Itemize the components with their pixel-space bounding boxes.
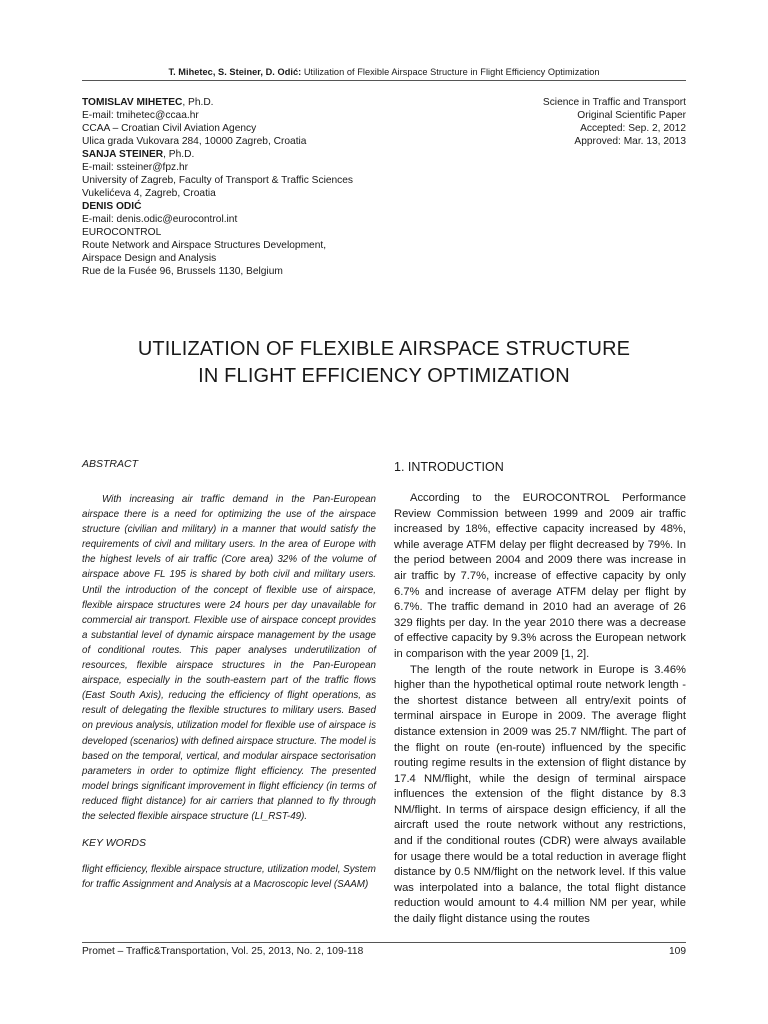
- approved-date: Approved: Mar. 13, 2013: [574, 136, 686, 147]
- author-email: E-mail: tmihetec@ccaa.hr: [82, 110, 199, 121]
- publication-info: [446, 96, 686, 148]
- author-block: TOMISLAV MIHETEC, Ph.D. E-mail: tmihetec@ccaa.hr CCAA – Croatian Civil Aviation Agency Ulica grada Vukovara 284, 10000 Zagreb, Croatia SANJA STEINER, Ph.D. E-mail: ssteiner@fpz.hr University of Zagreb, Faculty of Transport & Traffic Sciences Vukelićeva 4, Zagreb, Croatia DENIS ODIĆ E-mail: denis.odic@eurocontrol.int EUROCONTROL Route Network and Airspace Structures Development, Airspace Design and Analysis Rue de la Fusée 96, Brussels 1130, Belgium: [82, 96, 412, 278]
- running-head: [82, 67, 686, 77]
- running-head-authors: T. Mihetec, S. Steiner, D. Odić:: [168, 67, 302, 77]
- author-name: SANJA STEINER: [82, 149, 164, 160]
- right-column: [394, 458, 686, 928]
- paper-type: Original Scientific Paper: [577, 110, 686, 121]
- footer-rule: [82, 942, 686, 943]
- author-affiliation: Route Network and Airspace Structures Development,: [82, 240, 327, 251]
- keywords-heading: KEY WORDS: [82, 837, 146, 850]
- paper-title: UTILIZATION OF FLEXIBLE AIRSPACE STRUCTURE IN FLIGHT EFFICIENCY OPTIMIZATION: [137, 338, 631, 387]
- abstract-heading: ABSTRACT: [82, 458, 139, 470]
- footer-journal: Promet – Traffic&Transportation, Vol. 25, 2013, No. 2, 109-118: [82, 946, 364, 957]
- author-email: E-mail: denis.odic@eurocontrol.int: [82, 214, 238, 225]
- accepted-date: Accepted: Sep. 2, 2012: [580, 123, 686, 134]
- section-heading-introduction: 1. INTRODUCTION: [394, 460, 504, 474]
- page-number: 109: [669, 946, 686, 957]
- author-address: Rue de la Fusée 96, Brussels 1130, Belgium: [82, 266, 283, 277]
- header-rule: [82, 80, 686, 81]
- author-address: Ulica grada Vukovara 284, 10000 Zagreb, Croatia: [82, 136, 307, 147]
- intro-paragraph-1: According to the EUROCONTROL Performance Review Commission between 1999 and 2009 air traffic increased by 18%, effective capacity increased by 48%, while average ATFM delay per flight decreased by 79%. In the period between 2004 and 2009 there was increase in air traffic by 7.7%, increase of effective capacity by only 6.7% and increase of average ATFM delay per flight by 6.7%. The traffic demand in 2010 had an average of 26 329 flights per day. In the year 2010 there was a decrease of effective capacity by 9.3% across the European network in comparison with the year 2009 [1, 2].: [394, 492, 686, 660]
- author-affiliation: University of Zagreb, Faculty of Transport & Traffic Sciences: [82, 175, 354, 186]
- author-affiliation: Airspace Design and Analysis: [82, 253, 217, 264]
- journal-section: Science in Traffic and Transport: [542, 97, 686, 108]
- author-address: Vukelićeva 4, Zagreb, Croatia: [82, 188, 216, 199]
- left-column: [82, 458, 376, 902]
- intro-paragraph-2: The length of the route network in Europe is 3.46% higher than the hypothetical optimal route network length - the shortest distance between all entry/exit points of terminal airspace in Europe in 2009. The average flight distance extension in 2009 was 25.7 NM/flight. The part of the flight on route (en-route) influenced by the specific routing regime results in the extension of flight distance by 17.4 NM/flight, while the design of terminal airspace influences the extension of the flight distance by 8.3 NM/flight. In terms of airspace design efficiency, if all the aircraft used the route network without any restrictions, and if the conditional routes (CDR) were always available for usage there would be a total reduction in average flight distance by 0.5 NM/flight on the network level. If this value was interpolated into a balance, the total flight distance reduction would amount to 4.4 million NM per year, while the daily flight distance using the routes: [394, 663, 686, 926]
- author-name: DENIS ODIĆ: [82, 201, 142, 212]
- running-head-title: Utilization of Flexible Airspace Structure in Flight Efficiency Optimization: [301, 67, 600, 77]
- author-affiliation: CCAA – Croatian Civil Aviation Agency: [82, 123, 257, 134]
- abstract-text: With increasing air traffic demand in the Pan-European airspace there is a need for optimizing the use of the airspace structure (civilian and military) in a manner that would satisfy the requirements of civil and military users. In the area of Europe with the highest levels of air traffic (Core area) 32% of the volume of airspace above FL 195 is shared by both civil and military users. Until the introduction of the concept of flexible use of airspace, flexible airspace structures were 24 hours per day unavailable for commercial air transport. Flexible use of airspace concept provides a substantial level of dynamic airspace management by the usage of conditional routes. This paper analyses underutilization of resources, flexible airspace structures in the Pan-European airspace, especially in the south-eastern part of the traffic flows (East South Axis), reducing the efficiency of flight operations, as result of delegating the flexible structures to military users. Based on previous analysis, utilization model for flexible use of airspace is developed (scenarios) with defined airspace structure. The model is based on the temporal, vertical, and modular airspace sectorisation parameters in order to optimize flight efficiency. The presented model brings significant improvement in flight efficiency (in terms of reduced flight distance) for air carriers that planned to fly through the selected flexible airspace structure (LI_RST-49).: [82, 494, 376, 822]
- author-affiliation: EUROCONTROL: [82, 227, 162, 238]
- footer: [82, 946, 686, 957]
- author-email: E-mail: ssteiner@fpz.hr: [82, 162, 189, 173]
- author-name: TOMISLAV MIHETEC: [82, 97, 183, 108]
- keywords-text: flight efficiency, flexible airspace structure, utilization model, System for traffic Assignment and Analysis at a Macroscopic level (SAAM): [82, 864, 376, 891]
